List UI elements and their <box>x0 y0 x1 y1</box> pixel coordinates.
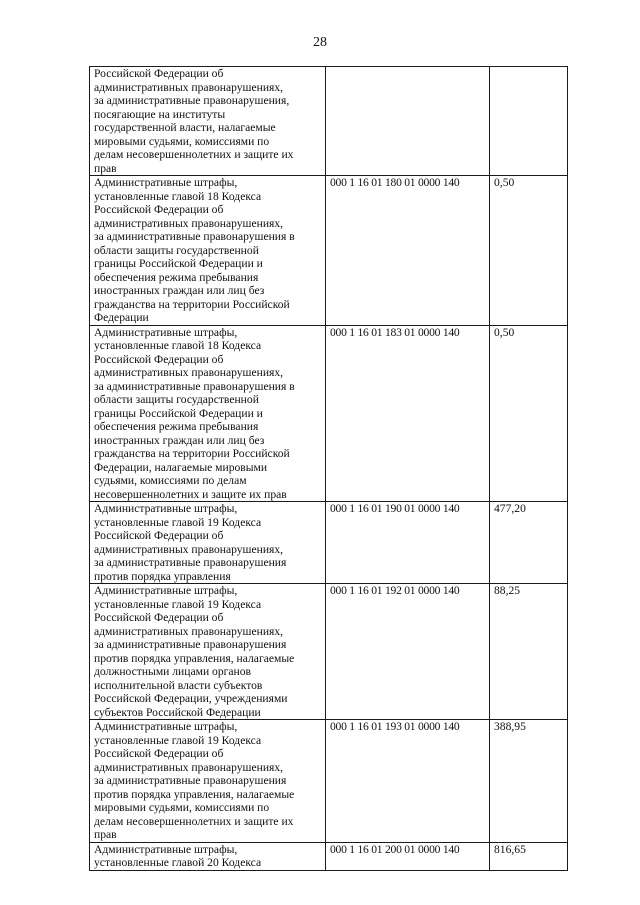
table-row <box>90 176 568 326</box>
budget-code-cell: 000 1 16 01 200 01 0000 140 <box>326 842 490 870</box>
revenue-name-cell: Административные штрафы, установленные главой 19 Кодекса Российской Федерации об административных правонарушениях, за административные правонарушения против порядка управления, налагаемые должностными лицами органов исполнительной власти субъектов Российской Федерации, учреждениями субъектов Российской Федерации <box>90 584 326 720</box>
table-row <box>90 842 568 870</box>
table-row <box>90 67 568 176</box>
amount-cell: 0,50 <box>490 325 568 502</box>
budget-code-cell: 000 1 16 01 193 01 0000 140 <box>326 720 490 843</box>
budget-code-cell: 000 1 16 01 192 01 0000 140 <box>326 584 490 720</box>
amount-cell: 388,95 <box>490 720 568 843</box>
table-row <box>90 584 568 720</box>
revenue-name-cell: Административные штрафы, установленные главой 18 Кодекса Российской Федерации об административных правонарушениях, за административные правонарушения в области защиты государственной границы Российской Федерации и обеспечения режима пребывания иностранных граждан или лиц без гражданства на территории Российской Федерации <box>90 176 326 326</box>
budget-code-cell: 000 1 16 01 180 01 0000 140 <box>326 176 490 326</box>
amount-cell: 816,65 <box>490 842 568 870</box>
table-row <box>90 325 568 502</box>
budget-code-cell: 000 1 16 01 190 01 0000 140 <box>326 502 490 584</box>
page-number: 28 <box>313 35 327 50</box>
revenue-name-cell: Административные штрафы, установленные главой 18 Кодекса Российской Федерации об административных правонарушениях, за административные правонарушения в области защиты государственной границы Российской Федерации и обеспечения режима пребывания иностранных граждан или лиц без гражданства на территории Российской Федерации, налагаемые мировыми судьями, комиссиями по делам несовершеннолетних и защите их прав <box>90 325 326 502</box>
table-row <box>90 502 568 584</box>
budget-code-cell: 000 1 16 01 183 01 0000 140 <box>326 325 490 502</box>
table-row <box>90 720 568 843</box>
amount-cell: 477,20 <box>490 502 568 584</box>
revenue-name-cell: Административные штрафы, установленные главой 19 Кодекса Российской Федерации об административных правонарушениях, за административные правонарушения против порядка управления, налагаемые мировыми судьями, комиссиями по делам несовершеннолетних и защите их прав <box>90 720 326 843</box>
revenue-table <box>89 66 568 871</box>
revenue-name-cell: Административные штрафы, установленные главой 20 Кодекса <box>90 842 326 870</box>
amount-cell: 88,25 <box>490 584 568 720</box>
revenue-name-cell: Административные штрафы, установленные главой 19 Кодекса Российской Федерации об административных правонарушениях, за административные правонарушения против порядка управления <box>90 502 326 584</box>
revenue-name-cell: Российской Федерации об административных правонарушениях, за административные правонарушения, посягающие на институты государственной власти, налагаемые мировыми судьями, комиссиями по делам несовершеннолетних и защите их прав <box>90 67 326 176</box>
amount-cell <box>490 67 568 176</box>
budget-code-cell <box>326 67 490 176</box>
amount-cell: 0,50 <box>490 176 568 326</box>
